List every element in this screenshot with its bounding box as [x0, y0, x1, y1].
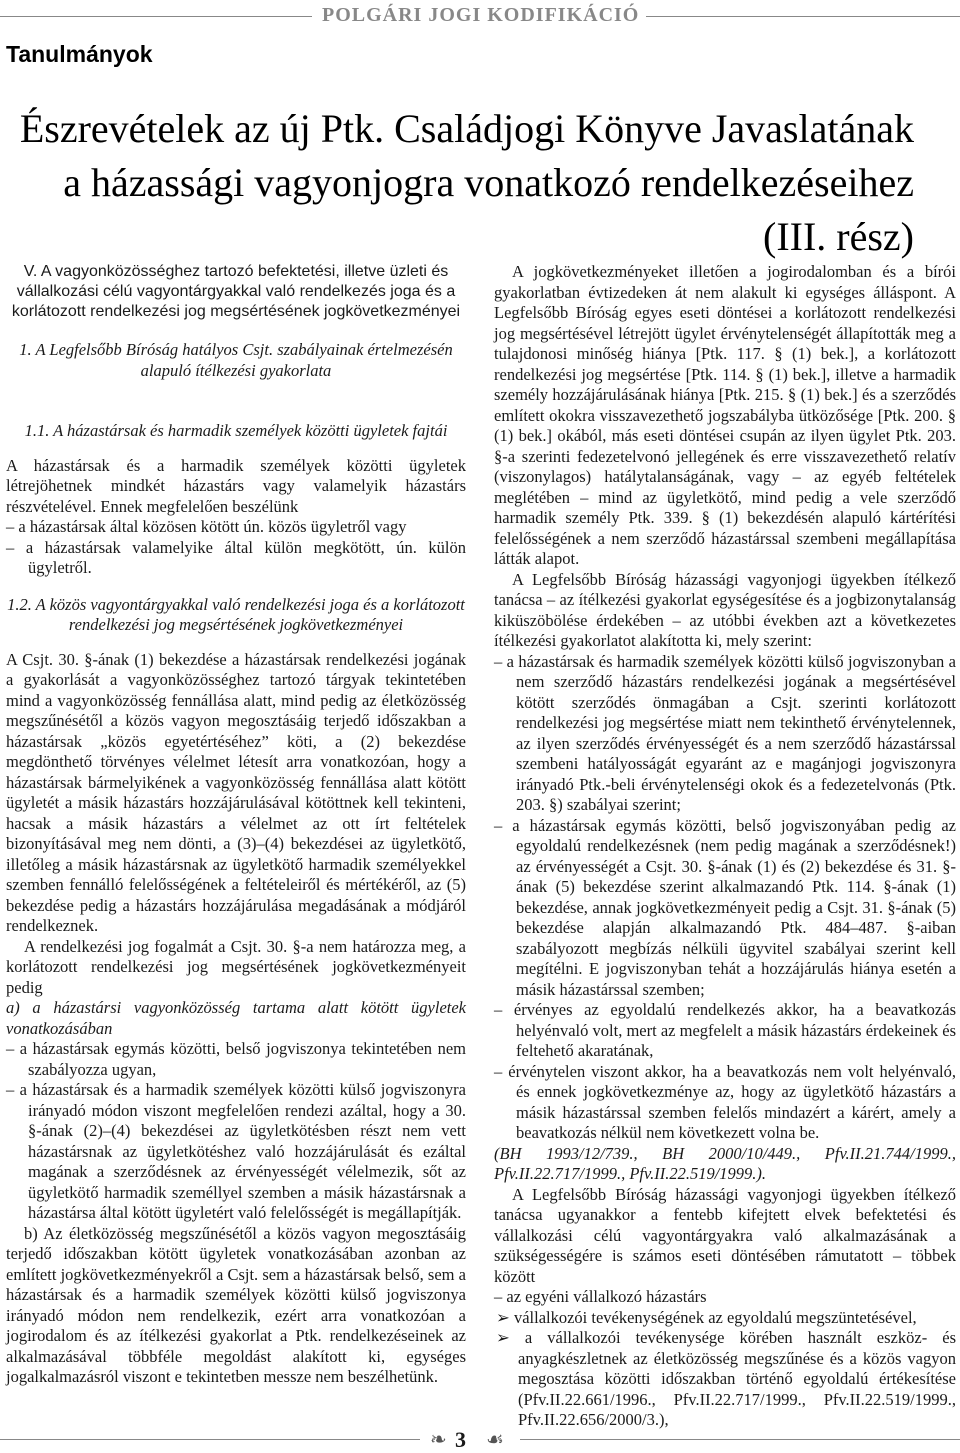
list-item: – a házastársak és a harmadik személyek közötti külső jogviszonyra irányadó módon viszont megfelelően rendezi azáltal, hogy a 30. §-ának (2)–(4) bekezdései az ügyletkötésben részt nem vett házastársnak az ügyletkötéshez való hozzájárulását és ezáltal magának a szerződésnek az érvényességét vélelmezik, sőt az ügyletkötő harmadik személlyel szemben a másik házastársnak a házastársa által kötött ügyletért való felelősségét is megállapítják. [6, 1080, 466, 1222]
running-title: POLGÁRI JOGI KODIFIKÁCIÓ [322, 4, 640, 26]
subheading-1-1: 1.1. A házastársak és harmadik személyek közötti ügyletek fajtái [24, 421, 448, 440]
list-item: – az egyéni vállalkozó házastárs [494, 1287, 707, 1306]
paragraph: b) Az életközösség megszűnésétől a közös vagyon megosztásáig terjedő időszakban kötött ügyletek vonatkozásában azonban az említett jogkövetkezményekről a Csjt. sem a házastársak belső, sem a házastársak és a harmadik személyek közötti külső jogviszonya irányadó módon nem rendelkezik, ezért arra vonatkozóan a jogirodalom és az ítélkezési gyakorlat a Ptk. rendelkezéseinek az alkalmazásával többféle megoldást alakított ki, egységes jogalkalmazásról viszont e tekintetben messze nem beszélhetünk. [6, 1223, 466, 1386]
footer-rule-right [520, 1439, 960, 1440]
ornament-right-icon: ☙ [486, 1427, 504, 1451]
title-line-3: (III. rész) [763, 214, 914, 259]
list-item: – a házastársak valamelyike által külön megkötött, ún. külön ügyletről. [6, 537, 466, 577]
arrow-list-item: ➢ a vállalkozói tevékenysége körében használt eszköz- és anyagkészletnek az életközösség megszűnése és a közös vagyon megosztása közötti időszakban történő egyoldalú értékesítése (Pfv.II.22.661/1996., Pfv.II.22.717/1999., Pfv.II.22.519/1999., Pfv.II.22.656/2000/3.), [496, 1328, 956, 1429]
header-rule-right [646, 16, 960, 17]
section-label: Tanulmányok [6, 41, 153, 67]
list-item: – a házastársak által közösen kötött ún. közös ügyletről vagy [6, 517, 407, 536]
footer-rule-left [0, 1439, 420, 1440]
left-column [6, 262, 466, 1388]
list-item: – érvénytelen viszont akkor, ha a beavatkozás nem volt helyénvaló, és ennek jogkövetkezménye az, hogy az ügyletkötő házastárs a másik házastárssal szemben felelős mindazért a kárért, amely a beavatkozás nélkül nem következett volna be. [494, 1061, 956, 1142]
header-rule-left [0, 16, 312, 17]
right-column [494, 262, 956, 1431]
paragraph-italic: a) a házastársi vagyonközösség tartama alatt kötött ügyletek vonatkozásában [6, 998, 466, 1038]
arrow-list-item: ➢ vállalkozói tevékenységének az egyoldalú megszüntetésével, [496, 1307, 917, 1327]
title-line-1: Észrevételek az új Ptk. Családjogi Könyve Javaslatának [19, 106, 914, 151]
paragraph: A házastársak és a harmadik személyek közötti ügyletek létrejöhetnek mindkét házastárs vagy valamelyik házastárs részvételével. Ennek megfelelően beszélünk [6, 455, 466, 516]
citation: (BH 1993/12/739., BH 2000/10/449., Pfv.II.21.744/1999., Pfv.II.22.717/1999., Pfv.II.22.519/1999.). [494, 1143, 956, 1183]
title-line-2: a házassági vagyonjogra vonatkozó rendelkezéseihez [63, 160, 914, 205]
list-item: – érvényes az egyoldalú rendelkezés akkor, ha a beavatkozás helyénvaló volt, mert az megfelelt a másik házastárs érdekeinek és feltehető akaratának, [494, 1000, 956, 1060]
chapter-heading: V. A vagyonközösséghez tartozó befektetési, illetve üzleti és vállalkozási célú vagyontárgyakkal való rendelkezés joga és a korlátozott rendelkezési jog megsértésének jogkövetkezményei [11, 263, 461, 320]
list-item: – a házastársak és harmadik személyek közötti külső jogviszonyban a nem szerződő házastárs rendelkezési jogának a megsértésével kötött szerződés önmagában a Csjt. szerinti korlátozott rendelkezési jog megsértése miatt nem tekinthető érvénytelennek, az ilyen szerződés érvényességét és a nem szerződő házastárssal szembeni hatályosságát egyaránt az e magánjogi jogviszonyra irányadó Ptk.-beli érvénytelenségi okok és a fedezetelvonás (Ptk. 203. §) szabályai szerint; [494, 651, 956, 814]
subheading-1: 1. A Legfelsőbb Bíróság hatályos Csjt. szabályainak értelmezésén alapuló ítélkezési gyakorlata [19, 340, 453, 380]
subheading-1-2: 1.2. A közös vagyontárgyakkal való rendelkezési joga és a korlátozott rendelkezési jog megsértésének jogkövetkezményei [7, 594, 465, 634]
list-item: – a házastársak egymás közötti, belső jogviszonyában pedig az egyoldalú rendelkezésnek (nem pedig magának a szerződésnek!) az érvényességét a Csjt. 30. §-ának (1) és (2) bekezdése és 31. §-ának (5) bekezdése szerint alkalmazandó Ptk. 114. §-ának (1) bekezdése, annak jogkövetkezményeit pedig a Csjt. 31. §-ának (5) bekezdése alapján alkalmazandó Ptk. 484–487. §-aiban szabályozott megbízás nélküli ügyvitel szabályai szerint kell megítélni. E jogviszonyban tehát a hozzájárulás hiánya esetén a másik házastárssal szemben; [494, 815, 956, 999]
page-footer [0, 1427, 960, 1451]
list-item: – a házastársak egymás közötti, belső jogviszonya tekintetében nem szabályozza ugyan, [6, 1039, 466, 1079]
page-number: 3 [455, 1427, 466, 1452]
paragraph: A jogkövetkezményeket illetően a jogirodalomban és a bírói gyakorlatban évtizedeken át nem alakult ki egységes álláspont. A Legfelsőbb Bíróság egyes eseti döntései a korlátozott rendelkezési jog megsértésével létrejött ügylet érvénytelenségét állapították meg a tulajdonosi minőség hiánya [Ptk. 117. § (1) bek.], a korlátozott rendelkezési jog megsértése [Ptk. 114. § (1) bek.], illetve a harmadik személy hozzájárulásának hiánya [Ptk. 215. § (1) bek.] és a szerződés említett okokra visszavezethető jogszabályba ütközősége [Ptk. 200. § (1) bek.] okából, más eseti döntései csupán az ilyen ügylet Ptk. 203. §-a szerinti fedezetelvonó jellegének és erre visszavezethető relatív (viszonylagos) hatálytalanságának, vagy – az egyéb feltételek meglétében – mind az ügyletkötő, mind pedig a vele szerződő harmadik személy Ptk. 339. § (1) bekezdésén alapuló kártérítési felelősségének a nem szerződő házastárssal szembeni megállapítása látták alapot. [494, 262, 956, 568]
paragraph: A Csjt. 30. §-ának (1) bekezdése a házastársak rendelkezési jogának a gyakorlását a vagyonközösséghez tartozó tárgyak tekintetében mind a vagyonközösség fennállása alatt, mind pedig az életközösség megszűnésétől a közös vagyon megosztásáig terjedő időszakban a házastársak „közös egyetértéséhez” köti, a (2) bekezdése megdönthető törvényes vélelmet létesít arra vonatkozóan, hogy a házastársak bármelyikének a vagyonközösség fennállása alatt kötött ügyletét a másik házastárs hozzájárulásával kötöttnek kell tekinteni, hacsak a másik házastárs a vélelmet az ott írt feltételek bizonyításával meg nem dönti, a (3)–(4) bekezdései az ügyletkötő, illetőleg a másik házastársnak az ügyletkötő harmadik személyekkel szemben fennálló felelősségének a feltételeiről és mértékéről, az (5) bekezdése pedig a házastárs hozzájárulása megadásának a módjáról rendelkeznek. [6, 649, 466, 935]
paragraph: A rendelkezési jog fogalmát a Csjt. 30. §-a nem határozza meg, a korlátozott rendelkezési jog megsértésének jogkövetkezményeit pedig [6, 936, 466, 997]
ornament-left-icon: ❧ [430, 1427, 447, 1451]
page-header [0, 0, 960, 36]
paragraph: A Legfelsőbb Bíróság házassági vagyonjogi ügyekben ítélkező tanácsa ugyanakkor a fentebb kifejtett elvek befektetési és vállalkozási célú vagyontárgyakra való alkalmazásának a szükségességére is számos eseti döntésében rámutatott – többek között [494, 1184, 956, 1286]
paragraph: A Legfelsőbb Bíróság házassági vagyonjogi ügyekben ítélkező tanácsa – az ítélkezési gyakorlat egységesítése és a jogbizonytalanság kiküszöbölése érdekében – az utóbbi években azt a következetes ítélkezési gyakorlatot alakította ki, mely szerint: [494, 569, 956, 650]
article-title [20, 102, 914, 264]
